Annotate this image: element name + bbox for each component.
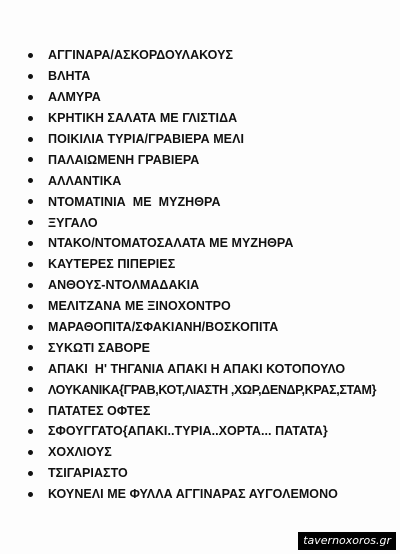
menu-item-label: ΛΟΥΚΑΝΙΚΑ{ΓΡΑΒ,ΚΟΤ,ΛΙΑΣΤΗ ,ΧΩΡ,ΔΕΝΔΡ,ΚΡΑΣ,ΣΤΑΜ}: [48, 382, 377, 397]
list-item: [28, 400, 400, 421]
menu-item-label: ΣΥΚΩΤΙ ΣΑΒΟΡΕ: [48, 340, 151, 355]
bullet-icon: [28, 116, 33, 121]
list-item: [28, 212, 400, 233]
list-item: [28, 254, 400, 275]
list-item: [28, 421, 400, 442]
bullet-icon: [28, 325, 33, 330]
bullet-icon: [28, 241, 33, 246]
bullet-icon: [28, 408, 33, 413]
list-item: [28, 317, 400, 338]
menu-item-label: ΜΕΛΙΤΖΑΝΑ ΜΕ ΞΙΝΟΧΟΝΤΡΟ: [48, 299, 231, 314]
list-item: [28, 379, 400, 400]
bullet-icon: [28, 471, 33, 476]
list-item: [28, 337, 400, 358]
menu-item-label: ΝΤΑΚΟ/ΝΤΟΜΑΤΟΣΑΛΑΤΑ ΜΕ ΜΥΖΗΘΡΑ: [48, 236, 294, 251]
list-item: [28, 108, 400, 129]
bullet-icon: [28, 157, 33, 162]
list-item: [28, 275, 400, 296]
bullet-icon: [28, 283, 33, 288]
menu-item-label: ΑΓΓΙΝΑΡΑ/ΑΣΚΟΡΔΟΥΛΑΚΟΥΣ: [48, 48, 234, 63]
bullet-icon: [28, 492, 33, 497]
watermark-badge: tavernoxoros.gr: [298, 532, 396, 550]
list-item: [28, 442, 400, 463]
bullet-icon: [28, 366, 33, 371]
list-item: [28, 149, 400, 170]
list-item: [28, 358, 400, 379]
bullet-icon: [28, 137, 33, 142]
menu-item-label: ΞΥΓΑΛΟ: [48, 215, 98, 230]
menu-item-label: ΚΑΥΤΕΡΕΣ ΠΙΠΕΡΙΕΣ: [48, 257, 176, 272]
bullet-icon: [28, 429, 33, 434]
list-item: [28, 45, 400, 66]
bullet-icon: [28, 387, 33, 392]
bullet-icon: [28, 199, 33, 204]
list-item: [28, 463, 400, 484]
bullet-icon: [28, 53, 33, 58]
bullet-icon: [28, 304, 33, 309]
bullet-icon: [28, 220, 33, 225]
bullet-icon: [28, 450, 33, 455]
menu-item-label: ΑΛΛΑΝΤΙΚΑ: [48, 173, 122, 188]
list-item: [28, 233, 400, 254]
bullet-icon: [28, 95, 33, 100]
list-item: [28, 296, 400, 317]
list-item: [28, 129, 400, 150]
menu-item-label: ΣΦΟΥΓΓΑΤΟ{ΑΠΑΚΙ..ΤΥΡΙΑ..ΧΟΡΤΑ... ΠΑΤΑΤΑ}: [48, 424, 328, 439]
menu-item-label: ΠΟΙΚΙΛΙΑ ΤΥΡΙΑ/ΓΡΑΒΙΕΡΑ ΜΕΛΙ: [48, 132, 244, 146]
bullet-icon: [28, 345, 33, 350]
menu-list: [28, 45, 400, 505]
menu-item-label: ΑΠΑΚΙ Η' ΤΗΓΑΝΙΑ ΑΠΑΚΙ Η ΑΠΑΚΙ ΚΟΤΟΠΟΥΛΟ: [48, 361, 346, 376]
menu-item-label: ΑΛΜΥΡΑ: [48, 90, 101, 105]
menu-item-label: ΚΡΗΤΙΚΗ ΣΑΛΑΤΑ ΜΕ ΓΛΙΣΤΙΔΑ: [48, 111, 238, 126]
list-item: [28, 170, 400, 191]
menu-item-label: ΠΑΤΑΤΕΣ ΟΦΤΕΣ: [48, 403, 151, 418]
menu-item-label: ΒΛΗΤΑ: [48, 69, 91, 84]
list-item: [28, 484, 400, 505]
menu-item-label: ΧΟΧΛΙΟΥΣ: [48, 445, 112, 460]
list-item: [28, 87, 400, 108]
menu-item-label: ΜΑΡΑΘΟΠΙΤΑ/ΣΦΑΚΙΑΝΗ/ΒΟΣΚΟΠΙΤΑ: [48, 320, 279, 335]
menu-item-label: ΚΟΥΝΕΛΙ ΜΕ ΦΥΛΛΑ ΑΓΓΙΝΑΡΑΣ ΑΥΓΟΛΕΜΟΝΟ: [48, 487, 338, 502]
list-item: [28, 66, 400, 87]
bullet-icon: [28, 74, 33, 79]
menu-item-label: ΑΝΘΟΥΣ-ΝΤΟΛΜΑΔΑΚΙΑ: [48, 278, 200, 293]
bullet-icon: [28, 262, 33, 267]
menu-item-label: ΠΑΛΑΙΩΜΕΝΗ ΓΡΑΒΙΕΡΑ: [48, 152, 200, 167]
menu-item-label: ΤΣΙΓΑΡΙΑΣΤΟ: [48, 466, 128, 481]
menu-item-label: ΝΤΟΜΑΤΙΝΙΑ ΜΕ ΜΥΖΗΘΡΑ: [48, 194, 221, 209]
list-item: [28, 191, 400, 212]
bullet-icon: [28, 178, 33, 183]
